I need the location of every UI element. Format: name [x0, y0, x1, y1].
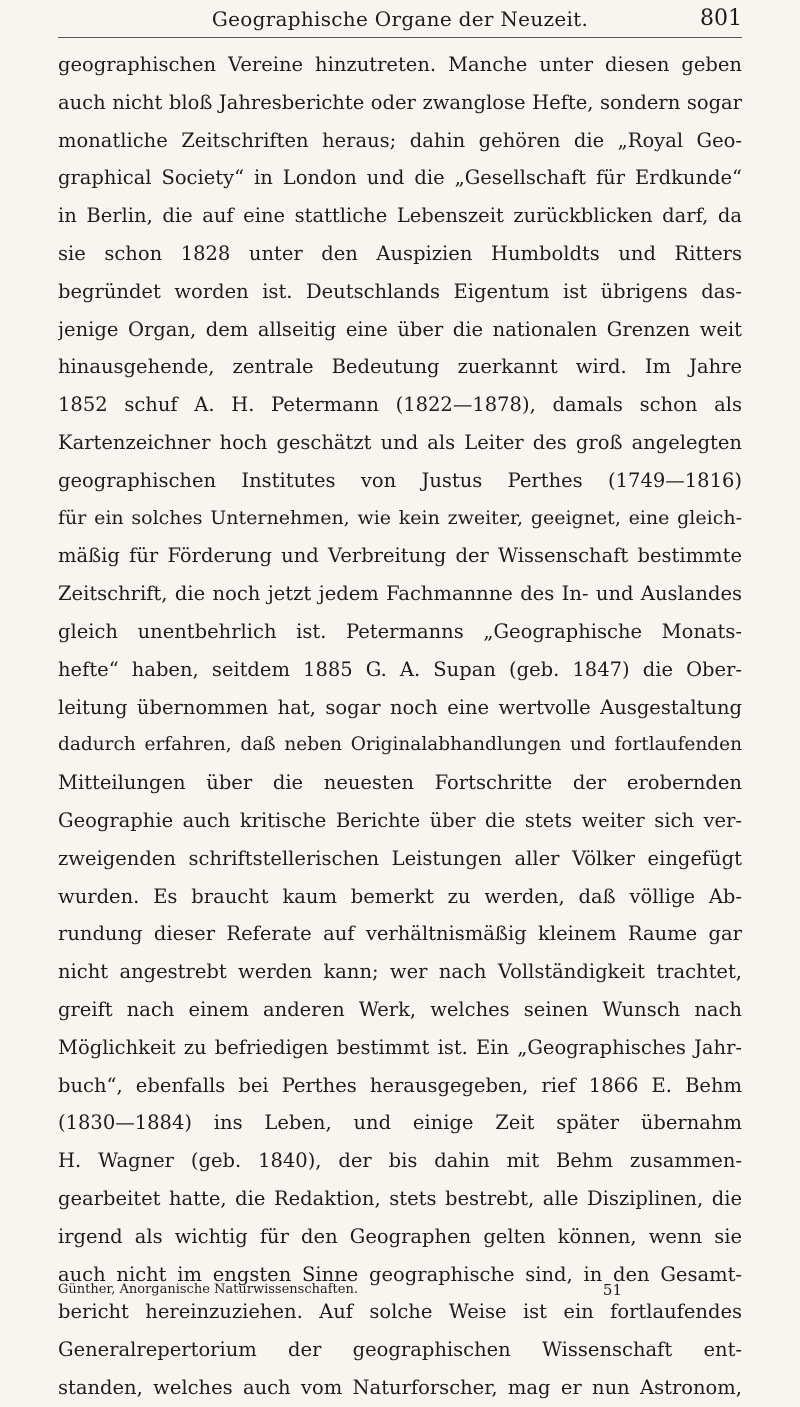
- text-line: Zeitschrift, die noch jetzt jedem Fachmannne des In- und Auslandes: [58, 582, 742, 606]
- text-line: sie schon 1828 unter den Auspizien Humboldts und Ritters: [58, 241, 742, 265]
- text-line: greift nach einem anderen Werk, welches seinen Wunsch nach: [58, 997, 742, 1021]
- text-line: 1852 schuf A. H. Petermann (1822—1878), damals schon als: [58, 393, 742, 417]
- text-line: begründet worden ist. Deutschlands Eigentum ist übrigens das-: [58, 279, 742, 303]
- page-number: 801: [700, 6, 742, 31]
- text-line: irgend als wichtig für den Geographen gelten können, wenn sie: [58, 1224, 742, 1248]
- text-line: geographischen Vereine hinzutreten. Manche unter diesen geben: [58, 53, 742, 76]
- text-line: Kartenzeichner hoch geschätzt und als Leiter des groß angelegten: [58, 430, 742, 454]
- text-line: graphical Society“ in London und die „Gesellschaft für Erdkunde“: [58, 166, 742, 190]
- text-line: auch nicht bloß Jahresberichte oder zwanglose Hefte, sondern sogar: [58, 90, 742, 114]
- text-line: dadurch erfahren, daß neben Originalabhandlungen und fortlaufenden: [58, 734, 742, 756]
- text-line: Möglichkeit zu befriedigen bestimmt ist. Ein „Geographisches Jahr-: [58, 1035, 742, 1059]
- footer: [58, 1280, 742, 1300]
- running-title: Geographische Organe der Neuzeit.: [211, 7, 589, 31]
- header-rule: [58, 37, 742, 38]
- text-line: standen, welches auch vom Naturforscher, mag er nun Astronom,: [58, 1375, 742, 1399]
- text-line: für ein solches Unternehmen, wie kein zweiter, geeignet, eine gleich-: [58, 506, 742, 529]
- text-line: monatliche Zeitschriften heraus; dahin gehören die „Royal Geo-: [58, 128, 742, 152]
- text-line: buch“, ebenfalls bei Perthes herausgegeben, rief 1866 E. Behm: [58, 1073, 742, 1097]
- text-line: Generalrepertorium der geographischen Wissenschaft ent-: [58, 1338, 742, 1362]
- text-line: jenige Organ, dem allseitig eine über die nationalen Grenzen weit: [58, 317, 742, 341]
- text-line: gleich unentbehrlich ist. Petermanns „Geographische Monats-: [58, 619, 742, 643]
- text-line: in Berlin, die auf eine stattliche Lebenszeit zurückblicken darf, da: [58, 204, 742, 228]
- text-line: leitung übernommen hat, sogar noch eine wertvolle Ausgestaltung: [58, 695, 742, 719]
- running-head: [58, 4, 742, 34]
- text-line: gearbeitet hatte, die Redaktion, stets bestrebt, alle Disziplinen, die: [58, 1186, 742, 1210]
- text-line: geographischen Institutes von Justus Perthes (1749—1816): [58, 468, 742, 492]
- text-line: auch nicht im engsten Sinne geographische sind, in den Gesamt-: [58, 1262, 742, 1286]
- text-line: rundung dieser Referate auf verhältnismäßig kleinem Raume gar: [58, 922, 742, 946]
- text-line: Geographie auch kritische Berichte über die stets weiter sich ver-: [58, 808, 742, 832]
- text-line: (1830—1884) ins Leben, und einige Zeit später übernahm: [58, 1111, 742, 1135]
- text-line: H. Wagner (geb. 1840), der bis dahin mit Behm zusammen-: [58, 1149, 742, 1173]
- text-line: mäßig für Förderung und Verbreitung der Wissenschaft bestimmte: [58, 544, 742, 568]
- footer-signature: Günther, Anorganische Naturwissenschaften.: [58, 1282, 358, 1297]
- text-line: hinausgehende, zentrale Bedeutung zuerkannt wird. Im Jahre: [58, 355, 742, 379]
- text-line: bericht hereinzuziehen. Auf solche Weise ist ein fortlaufendes: [58, 1300, 742, 1324]
- text-line: hefte“ haben, seitdem 1885 G. A. Supan (geb. 1847) die Ober-: [58, 657, 742, 681]
- sheet-number: 51: [602, 1281, 622, 1299]
- text-line: wurden. Es braucht kaum bemerkt zu werden, daß völlige Ab-: [58, 884, 742, 908]
- text-line: Mitteilungen über die neuesten Fortschritte der erobernden: [58, 771, 742, 795]
- text-line: zweigenden schriftstellerischen Leistungen aller Völker eingefügt: [58, 846, 742, 870]
- text-line: nicht angestrebt werden kann; wer nach Vollständigkeit trachtet,: [58, 960, 742, 984]
- body-text: [58, 46, 742, 1407]
